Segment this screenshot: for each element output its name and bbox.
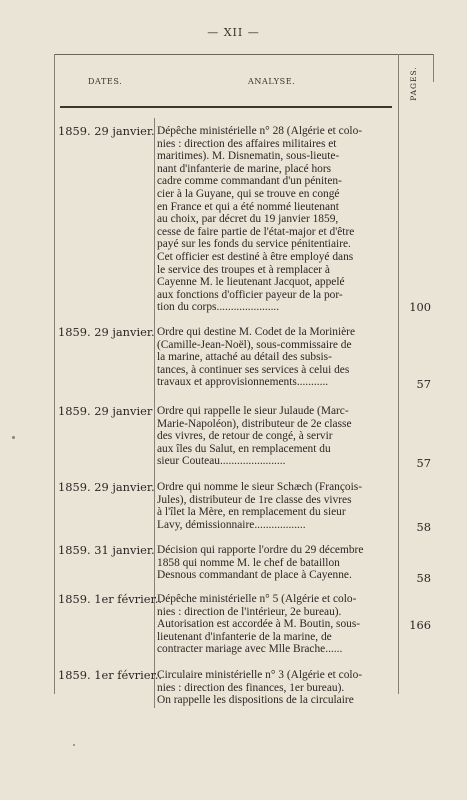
analysis-line: cier à la Guyane, qui se trouve en congé bbox=[157, 187, 340, 200]
analysis-line: Ordre qui nomme le sieur Schæch (François- bbox=[157, 481, 362, 493]
analysis-line: au choix, par décret du 19 janvier 1859, bbox=[157, 213, 339, 226]
analysis-line: cadre comme commandant d'un péniten- bbox=[157, 175, 342, 188]
header-dates: DATES. bbox=[88, 77, 123, 86]
analysis-line: maritimes). M. Disnematin, sous-lieute- bbox=[157, 150, 340, 163]
analysis-line: aux fonctions d'officier payeur de la por- bbox=[157, 288, 343, 301]
analysis-line: tances, à continuer ses services à celui des bbox=[157, 363, 350, 376]
analysis-line: aux îles du Salut, en remplacement du bbox=[157, 442, 331, 455]
analysis-line: nies : direction de l'intérieur, 2e bureau). bbox=[157, 605, 342, 618]
analysis-line: Décision qui rapporte l'ordre du 29 décembre bbox=[157, 544, 364, 556]
analysis-line: 1858 qui nomme M. le chef de bataillon bbox=[157, 556, 340, 569]
analysis-line: nies : direction des finances, 1er bureau). bbox=[157, 681, 345, 694]
header-pages bbox=[398, 62, 428, 104]
entry-page: 58 bbox=[416, 520, 431, 534]
analysis-line: la marine, attaché au détail des subsis- bbox=[157, 351, 332, 364]
column-divider-date bbox=[154, 118, 155, 708]
paper-speck bbox=[73, 744, 75, 746]
entry-date: 1859. 29 janvier. bbox=[58, 480, 155, 494]
analysis-line: Lavy, démissionnaire.................. bbox=[157, 518, 306, 531]
entry-date: 1859. 29 janvier bbox=[58, 404, 153, 418]
analysis-line: Ordre qui destine M. Codet de la Morinière bbox=[157, 326, 356, 338]
entry-page: 57 bbox=[416, 377, 431, 391]
analysis-line: Jules), distributeur de 1re classe des vivres bbox=[157, 493, 352, 506]
entry-analysis bbox=[157, 669, 397, 707]
analysis-line: Dépêche ministérielle n° 28 (Algérie et colo- bbox=[157, 125, 363, 137]
entry-page: 100 bbox=[409, 300, 431, 314]
table-left-border bbox=[54, 54, 55, 694]
analysis-line: Cet officier est destiné à être employé dans bbox=[157, 250, 354, 263]
analysis-line: sieur Couteau....................... bbox=[157, 455, 286, 468]
analysis-line: lieutenant d'infanterie de la marine, de bbox=[157, 630, 332, 643]
entry-date: 1859. 29 janvier. bbox=[58, 124, 155, 138]
analysis-line: Dépêche ministérielle n° 5 (Algérie et colo- bbox=[157, 593, 357, 605]
entry-page: 166 bbox=[409, 618, 431, 632]
entry-page: 57 bbox=[416, 456, 431, 470]
analysis-line: Desnous commandant de place à Cayenne. bbox=[157, 569, 352, 582]
table-top-rule bbox=[54, 54, 434, 55]
entry-date: 1859. 29 janvier. bbox=[58, 325, 155, 339]
analysis-line: des vivres, de retour de congé, à servir bbox=[157, 430, 333, 443]
table-right-border bbox=[433, 54, 434, 82]
header-pages-label: PAGES. bbox=[408, 65, 418, 101]
entry-page: 58 bbox=[416, 571, 431, 585]
analysis-line: contracter mariage avec Mlle Brache...... bbox=[157, 643, 343, 656]
analysis-line: Autorisation est accordée à M. Boutin, sous- bbox=[157, 618, 361, 631]
analysis-line: à l'îlet la Mère, en remplacement du sieur bbox=[157, 506, 346, 519]
analysis-line: (Camille-Jean-Noël), sous-commissaire de bbox=[157, 338, 352, 351]
analysis-line: Marie-Napoléon), distributeur de 2e classe bbox=[157, 417, 352, 430]
analysis-line: payé sur les fonds du service pénitentiaire. bbox=[157, 238, 351, 251]
analysis-line: Ordre qui rappelle le sieur Julaude (Marc- bbox=[157, 405, 349, 417]
column-divider-pages bbox=[398, 54, 399, 694]
entry-date: 1859. 1er février.. bbox=[58, 592, 162, 606]
entry-analysis bbox=[157, 481, 397, 531]
analysis-line: nant d'infanterie de marine, placé hors bbox=[157, 162, 332, 175]
entry-date: 1859. 1er février.. bbox=[58, 668, 162, 682]
analysis-line: cesse de faire partie de l'état-major et d'être bbox=[157, 225, 355, 238]
entry-analysis bbox=[157, 544, 397, 582]
header-analyse: ANALYSE. bbox=[248, 77, 296, 86]
page-number: — XII — bbox=[207, 26, 260, 39]
paper-speck bbox=[12, 436, 15, 439]
table-header-rule bbox=[60, 106, 392, 108]
analysis-line: tion du corps...................... bbox=[157, 301, 280, 314]
analysis-line: nies : direction des affaires militaires et bbox=[157, 137, 337, 150]
analysis-line: On rappelle les dispositions de la circulaire bbox=[157, 694, 354, 707]
entry-analysis bbox=[157, 593, 397, 656]
analysis-line: le service des troupes et à remplacer à bbox=[157, 263, 330, 276]
analysis-line: travaux et approvisionnements........... bbox=[157, 376, 329, 389]
analysis-line: Circulaire ministérielle n° 3 (Algérie et colo- bbox=[157, 669, 363, 681]
entry-analysis bbox=[157, 125, 397, 314]
entry-date: 1859. 31 janvier. bbox=[58, 543, 155, 557]
entry-analysis bbox=[157, 326, 397, 389]
analysis-line: en France et qui a été nommé lieutenant bbox=[157, 200, 339, 213]
analysis-line: Cayenne M. le lieutenant Jacquot, appelé bbox=[157, 276, 345, 289]
entry-analysis bbox=[157, 405, 397, 468]
